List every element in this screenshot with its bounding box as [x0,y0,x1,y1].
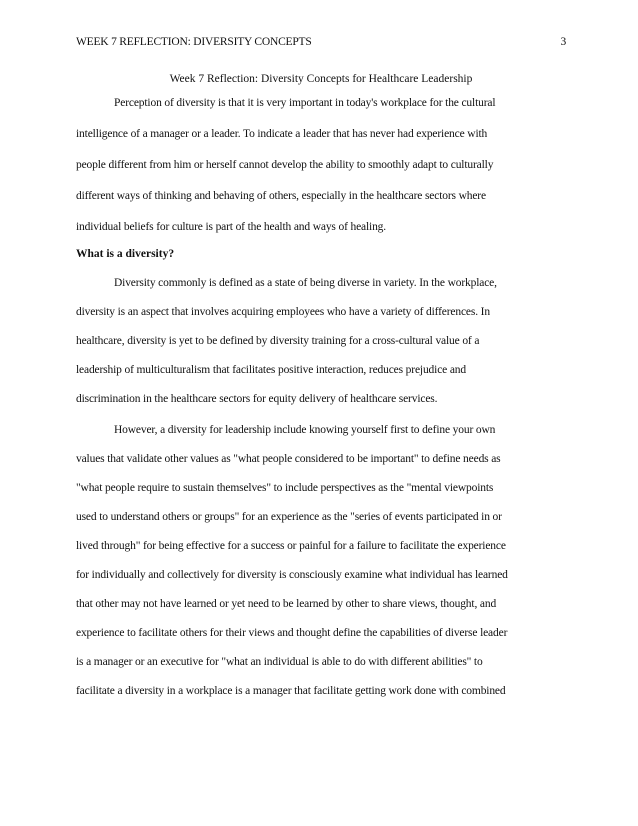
paragraph-line: "what people require to sustain themselves" to include perspectives as the "mental viewpoints [76,482,494,494]
paragraph-line: different ways of thinking and behaving of others, especially in the healthcare sectors where [76,190,486,202]
paragraph-line: healthcare, diversity is yet to be defined by diversity training for a cross-cultural value of a [76,335,480,347]
paragraph-line: Perception of diversity is that it is very important in today's workplace for the cultural [114,97,496,109]
paragraph-line: that other may not have learned or yet need to be learned by other to share views, thought, and [76,598,497,610]
paragraph-line: lived through" for being effective for a success or painful for a failure to facilitate the experience [76,540,506,552]
paragraph-line: is a manager or an executive for "what an individual is able to do with different abilities" to [76,656,483,668]
paragraph-line: discrimination in the healthcare sectors for equity delivery of healthcare services. [76,393,438,405]
running-head: WEEK 7 REFLECTION: DIVERSITY CONCEPTS [76,36,312,48]
paragraph-line: individual beliefs for culture is part of the health and ways of healing. [76,221,386,233]
document-title: Week 7 Reflection: Diversity Concepts for Healthcare Leadership [169,73,473,85]
paragraph-line: people different from him or herself cannot develop the ability to smoothly adapt to culturally [76,159,494,171]
paragraph-line: However, a diversity for leadership include knowing yourself first to define your own [114,424,496,436]
page-number: 3 [560,36,566,48]
paragraph-line: diversity is an aspect that involves acquiring employees who have a variety of differences. In [76,306,490,318]
paragraph-line: experience to facilitate others for their views and thought define the capabilities of diverse leader [76,627,508,639]
paragraph-line: Diversity commonly is defined as a state of being diverse in variety. In the workplace, [114,277,497,289]
paragraph-line: facilitate a diversity in a workplace is a manager that facilitate getting work done with combined [76,685,506,697]
paragraph-line: leadership of multiculturalism that facilitates positive interaction, reduces prejudice and [76,364,466,376]
paragraph-line: intelligence of a manager or a leader. To indicate a leader that has never had experience with [76,128,488,140]
paragraph-line: used to understand others or groups" for an experience as the "series of events participated in or [76,511,502,523]
paragraph-line: for individually and collectively for diversity is consciously examine what individual has learned [76,569,508,581]
page-header [76,36,566,54]
paragraph-line: values that validate other values as "what people considered to be important" to define needs as [76,453,501,465]
section-heading: What is a diversity? [76,248,175,260]
